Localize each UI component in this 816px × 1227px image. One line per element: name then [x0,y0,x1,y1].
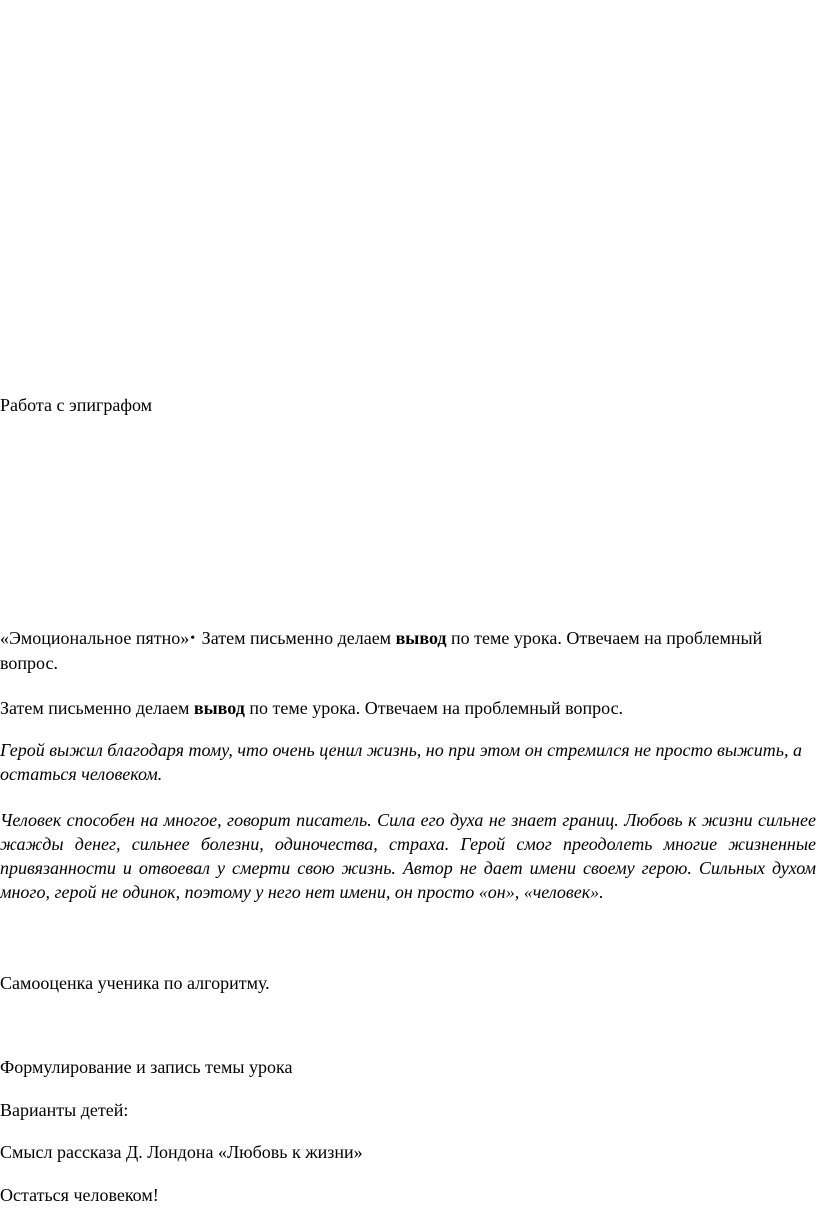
conclusion-instruction-bold: вывод [193,698,245,718]
emotional-spot-text-end: по теме урока. Отвечаем на проблемный вопрос. [0,628,763,673]
conclusion-paragraph-2: Человек способен на многое, говорит писатель. Сила его духа не знает границ. Любовь к жизни сильнее жажды денег, сильнее болезни, одиночества, страха. Герой смог преодолеть многие жизненные привязанности и отвоевал у смерти свою жизнь. Автор не дает имени своему герою. Сильных духом много, герой не одинок, поэтому у него нет имени, он просто «он», «человек». [0,810,816,902]
children-variants-label: Варианты детей: [0,1100,129,1120]
conclusion-paragraph-1: Герой выжил благодаря тому, что очень ценил жизнь, но при этом он стремился не просто выжить, а остаться человеком. [0,740,802,784]
conclusion-instruction [0,696,623,720]
variant-2: Остаться человеком! [0,1185,159,1205]
conclusion-instruction-start: Затем письменно делаем [0,698,194,718]
conclusion-instruction-end: по теме урока. Отвечаем на проблемный вопрос. [244,698,624,718]
emotional-spot-paragraph [0,626,816,675]
topic-formulation-line: Формулирование и запись темы урока [0,1057,293,1077]
variant-1: Смысл рассказа Д. Лондона «Любовь к жизни» [0,1142,363,1162]
epigraph-heading: Работа с эпиграфом [0,395,153,415]
emotional-spot-bold: вывод [395,628,447,648]
emotional-spot-quote: «Эмоциональное пятно» [0,628,190,648]
bullet-icon: • [190,631,196,646]
emotional-spot-text-start: Затем письменно делаем [197,628,396,648]
self-assessment-line: Самооценка ученика по алгоритму. [0,973,270,993]
